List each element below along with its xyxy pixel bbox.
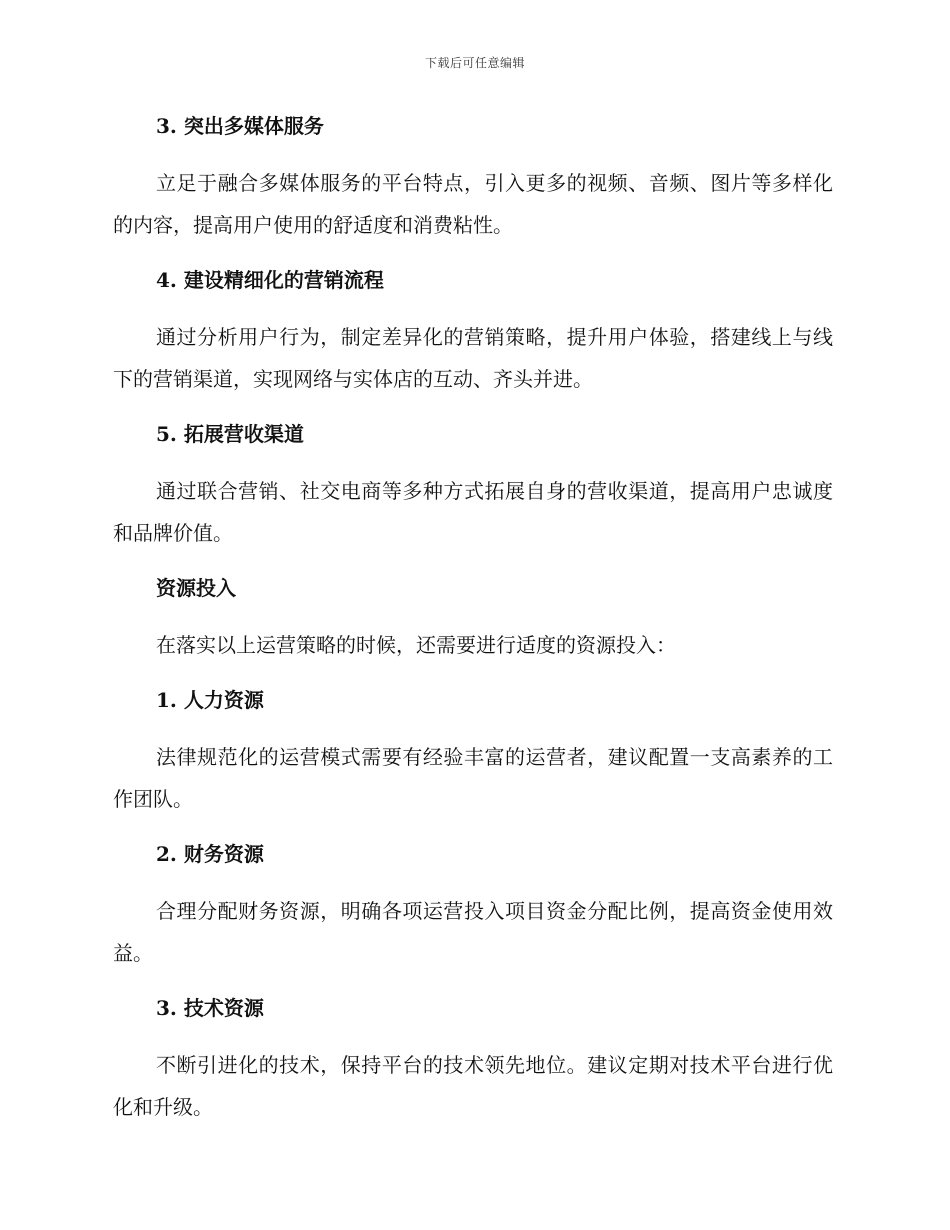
section-paragraph-technical-resources: 不断引进化的技术，保持平台的技术领先地位。建议定期对技术平台进行优化和升级。 xyxy=(113,1053,833,1119)
spacer xyxy=(113,450,833,470)
section-heading-revenue-channels: 5. 拓展营收渠道 xyxy=(156,422,304,446)
section-heading-resource-input: 资源投入 xyxy=(156,576,236,600)
spacer xyxy=(113,716,833,736)
spacer xyxy=(113,820,833,838)
section-paragraph-marketing-process: 通过分析用户行为，制定差异化的营销策略，提升用户体验，搭建线上与线下的营销渠道，实现网络与实体店的互动、齐头并进。 xyxy=(113,325,833,391)
section-paragraph-financial-resources: 合理分配财务资源，明确各项运营投入项目资金分配比例，提高资金使用效益。 xyxy=(113,899,833,965)
section-paragraph-revenue-channels: 通过联合营销、社交电商等多种方式拓展自身的营收渠道，提高用户忠诚度和品牌价值。 xyxy=(113,479,833,545)
spacer xyxy=(113,400,833,418)
spacer xyxy=(113,296,833,316)
spacer xyxy=(113,554,833,572)
section-heading-marketing-process: 4. 建设精细化的营销流程 xyxy=(156,268,384,292)
spacer xyxy=(113,974,833,992)
section-heading-multimedia: 3. 突出多媒体服务 xyxy=(156,114,324,138)
page-header-note: 下载后可任意编辑 xyxy=(424,56,525,70)
spacer xyxy=(113,604,833,624)
section-heading-human-resources: 1. 人力资源 xyxy=(156,688,264,712)
spacer xyxy=(113,246,833,264)
section-heading-financial-resources: 2. 财务资源 xyxy=(156,842,264,866)
spacer xyxy=(113,666,833,684)
section-paragraph-human-resources: 法律规范化的运营模式需要有经验丰富的运营者，建议配置一支高素养的工作团队。 xyxy=(113,745,833,811)
spacer xyxy=(113,870,833,890)
document-body xyxy=(113,110,833,1128)
section-heading-technical-resources: 3. 技术资源 xyxy=(156,996,264,1020)
section-paragraph-resource-input: 在落实以上运营策略的时候，还需要进行适度的资源投入： xyxy=(156,633,676,657)
spacer xyxy=(113,1024,833,1044)
section-paragraph-multimedia: 立足于融合多媒体服务的平台特点，引入更多的视频、音频、图片等多样化的内容，提高用户使用的舒适度和消费粘性。 xyxy=(113,171,833,237)
spacer xyxy=(113,142,833,162)
